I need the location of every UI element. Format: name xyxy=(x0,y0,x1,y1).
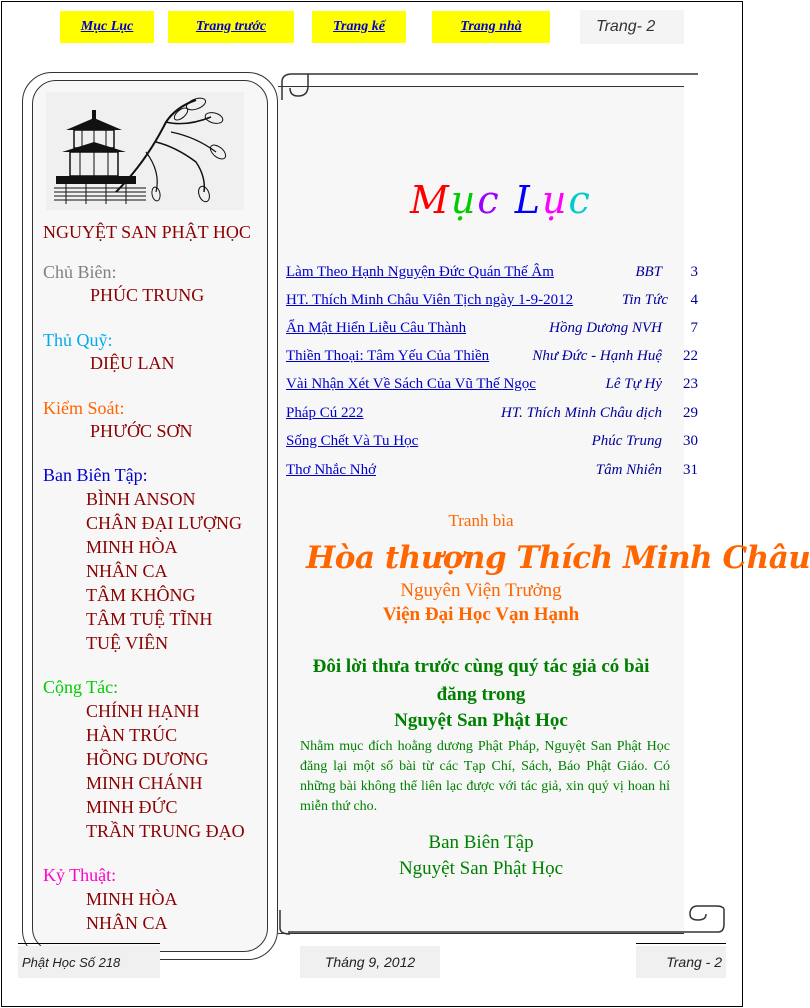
ban-bien-tap-member: TÂM KHÔNG xyxy=(86,585,196,605)
ky-thuat-member: MINH HÒA xyxy=(86,889,178,909)
toc-title xyxy=(410,178,592,222)
toc-entry-link[interactable]: Thơ Nhắc Nhớ xyxy=(286,462,377,478)
ban-bien-tap-member: NHÂN CA xyxy=(86,561,168,581)
toc-entry-link[interactable]: Ẩn Mật Hiển Liễu Câu Thành xyxy=(286,320,467,336)
toc-title-letter: M xyxy=(410,178,451,222)
nav-home-link[interactable]: Trang nhà xyxy=(432,11,550,43)
kiem-soat-label: Kiểm Soát: xyxy=(43,398,125,418)
toc-entry-link[interactable]: Sống Chết Và Tu Học xyxy=(286,433,419,449)
toc-entry-page: 31 xyxy=(683,462,698,478)
notice-sign: Nguyệt San Phật Học xyxy=(398,858,564,879)
footer-divider xyxy=(18,943,160,944)
thu-quy-name: DIỆU LAN xyxy=(90,353,175,373)
page-number-top: Trang- 2 xyxy=(580,10,684,44)
toc-entry-author: Tin Tức xyxy=(621,292,668,308)
footer-issue: Phật Học Số 218 xyxy=(18,946,160,978)
cong-tac-member: MINH CHÁNH xyxy=(86,773,203,793)
cong-tac-member: HỒNG DƯƠNG xyxy=(86,749,209,769)
cover-label: Tranh bìa xyxy=(448,511,514,530)
toc-entry-link[interactable]: HT. Thích Minh Châu Viên Tịch ngày 1-9-2012 xyxy=(286,292,574,308)
thu-quy-label: Thủ Quỹ: xyxy=(43,330,113,350)
cong-tac-member: MINH ĐỨC xyxy=(86,797,178,817)
toc-row xyxy=(286,292,702,314)
footer-page: Trang - 2 xyxy=(636,946,726,978)
chu-bien-label: Chủ Biên: xyxy=(43,262,117,282)
toc-entry-link[interactable]: Vài Nhận Xét Về Sách Của Vũ Thế Ngọc xyxy=(286,376,536,392)
toc-row xyxy=(286,433,702,455)
magazine-name: NGUYỆT SAN PHẬT HỌC xyxy=(43,222,251,242)
scroll-top-decoration xyxy=(278,72,728,102)
toc-title-letter: ụ xyxy=(450,178,478,222)
cong-tac-member: TRẦN TRUNG ĐẠO xyxy=(86,821,245,841)
toc-entry-page: 4 xyxy=(690,292,698,308)
toc-row xyxy=(286,264,702,286)
toc-entry-author: BBT xyxy=(635,264,662,280)
toc-entry-author: HT. Thích Minh Châu dịch xyxy=(501,405,662,421)
nav-muc-luc-link[interactable]: Mục Lục xyxy=(60,11,154,43)
ban-bien-tap-member: TUỆ VIÊN xyxy=(86,633,169,653)
toc-entry-link[interactable]: Thiền Thoại: Tâm Yếu Của Thiền xyxy=(286,348,490,364)
ky-thuat-member: NHÂN CA xyxy=(86,913,168,933)
ban-bien-tap-member: BÌNH ANSON xyxy=(86,489,196,509)
cover-role: Nguyên Viện Trưởng xyxy=(400,580,562,601)
toc-row xyxy=(286,320,702,342)
toc-entry-page: 7 xyxy=(690,320,698,336)
ban-bien-tap-label: Ban Biên Tập: xyxy=(43,465,148,485)
toc-row xyxy=(286,348,702,370)
toc-entry-link[interactable]: Pháp Cú 222 xyxy=(286,405,364,421)
toc-entry-page: 23 xyxy=(683,376,698,392)
toc-entry-author: Tâm Nhiên xyxy=(595,462,662,478)
cover-name: Hòa thượng Thích Minh Châu xyxy=(306,540,810,576)
toc-entry-author: Hồng Dương NVH xyxy=(549,320,662,336)
cong-tac-member: HÀN TRÚC xyxy=(86,725,178,745)
toc-title-letter: L xyxy=(514,178,543,222)
toc-entry-author: Như Đức - Hạnh Huệ xyxy=(532,348,662,364)
cong-tac-member: CHÍNH HẠNH xyxy=(86,701,200,721)
ky-thuat-label: Kỷ Thuật: xyxy=(43,865,117,885)
toc-entry-page: 3 xyxy=(690,264,698,280)
toc-entry-page: 30 xyxy=(683,433,698,449)
pagoda-illustration xyxy=(46,92,244,210)
ban-bien-tap-member: CHÂN ĐẠI LƯỢNG xyxy=(86,513,242,533)
ban-bien-tap-member: TÂM TUỆ TĨNH xyxy=(86,609,213,629)
notice-heading: Nguyệt San Phật Học xyxy=(394,710,568,731)
toc-title-letter: ụ xyxy=(542,178,569,222)
notice-heading: đăng trong xyxy=(436,684,526,705)
notice-heading: Đôi lời thưa trước cùng quý tác giả có bài xyxy=(312,656,650,677)
scroll-bottom-decoration xyxy=(278,906,728,936)
ban-bien-tap-member: MINH HÒA xyxy=(86,537,178,557)
toc-entry-page: 29 xyxy=(683,405,698,421)
toc-title-letter: c xyxy=(477,178,501,222)
toc-entry-link[interactable]: Làm Theo Hạnh Nguyện Đức Quán Thế Âm xyxy=(286,264,554,280)
notice-body: Nhằm mục đích hoằng dương Phật Pháp, Nguyệt San Phật Học đăng lại một số bài từ các Tạp Chí, Sách, Báo Phật Giáo. Có những bài không thể liên lạc được với tác giả, xin quý vị hoan hỉ miễn thứ cho. xyxy=(300,739,670,814)
toc-entry-page: 22 xyxy=(683,348,698,364)
cong-tac-label: Cộng Tác: xyxy=(43,677,119,697)
footer-divider xyxy=(636,943,726,944)
nav-previous-page-link[interactable]: Trang trước xyxy=(168,11,294,43)
chu-bien-name: PHÚC TRUNG xyxy=(90,285,205,305)
toc-row xyxy=(286,376,702,398)
toc-entry-author: Phúc Trung xyxy=(591,433,662,449)
toc-title-letter: c xyxy=(568,178,592,222)
toc-entry-author: Lê Tự Hỷ xyxy=(605,376,662,392)
toc-title-letter xyxy=(501,178,515,222)
footer-date: Tháng 9, 2012 xyxy=(300,946,440,978)
kiem-soat-name: PHƯỚC SƠN xyxy=(90,421,193,441)
toc-row xyxy=(286,462,702,484)
notice-sign: Ban Biên Tập xyxy=(428,832,534,853)
nav-next-page-link[interactable]: Trang kế xyxy=(312,11,406,43)
toc-row xyxy=(286,405,702,427)
cover-institute: Viện Đại Học Vạn Hạnh xyxy=(382,604,580,625)
